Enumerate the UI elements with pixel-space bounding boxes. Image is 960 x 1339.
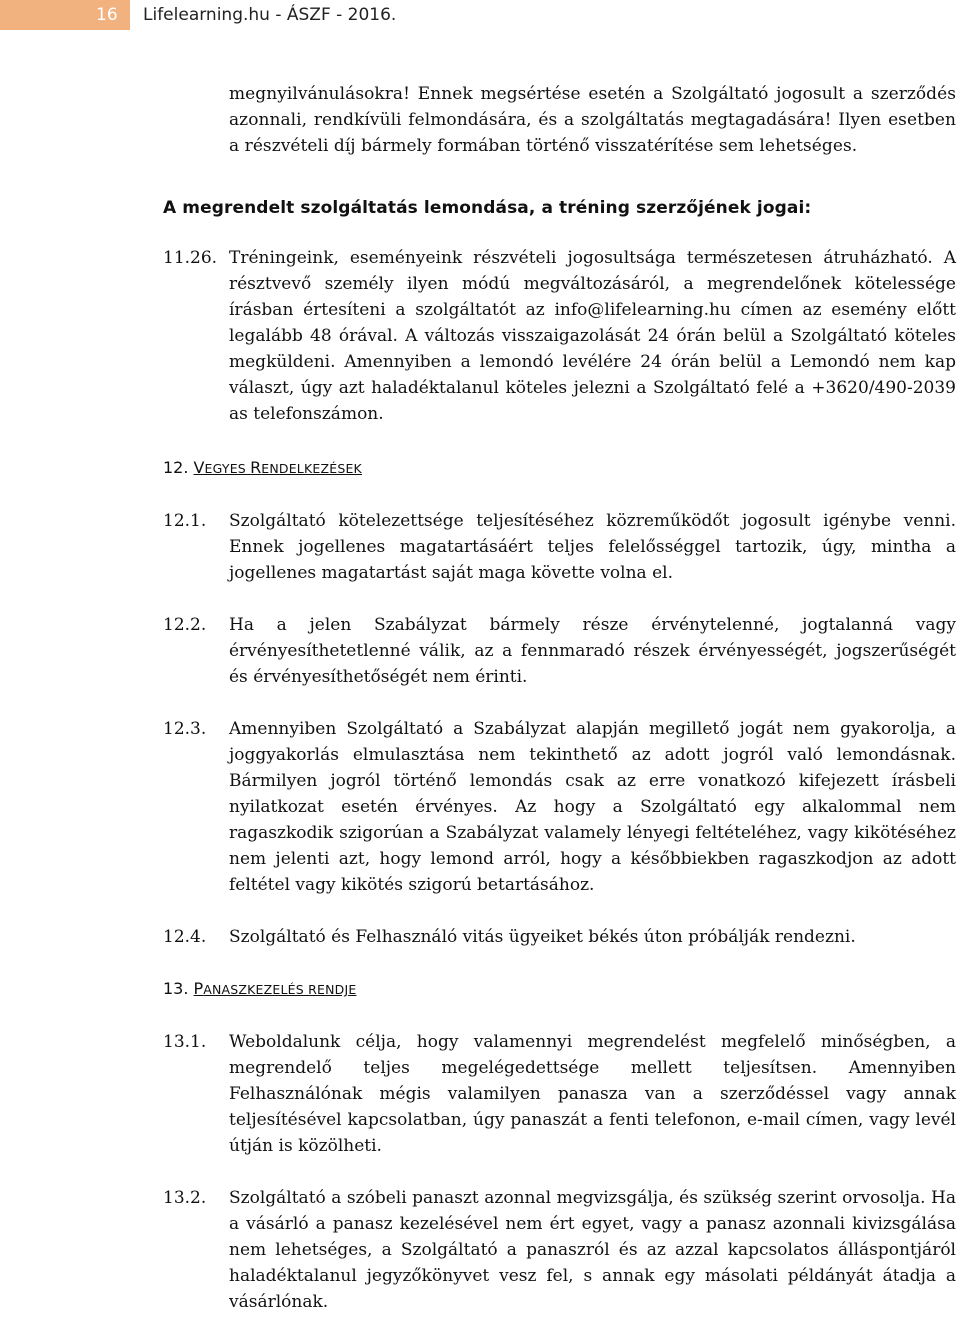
item-12-1	[163, 508, 956, 586]
header-title: Lifelearning.hu - ÁSZF - 2016.	[143, 5, 397, 25]
document-body	[163, 81, 956, 1315]
item-number: 12.4.	[163, 927, 207, 947]
intro-paragraph: megnyilvánulásokra! Ennek megsértése esetén a Szolgáltató jogosult a szerződés azonnali, rendkívüli felmondására, és a szolgáltatás megtagadására! Ilyen esetben a részvételi díj bármely formában történő visszatérítése sem lehetséges.	[229, 84, 956, 156]
item-number: 11.26.	[163, 248, 218, 268]
section-title: PANASZKEZELÉS RENDJE	[193, 979, 357, 998]
cancel-heading: A megrendelt szolgáltatás lemondása, a tréning szerzőjének jogai:	[163, 198, 812, 218]
item-13-2	[163, 1185, 956, 1315]
item-number: 12.3.	[163, 719, 207, 739]
item-number: 13.2.	[163, 1188, 207, 1208]
item-text: Szolgáltató és Felhasználó vitás ügyeiket békés úton próbálják rendezni.	[229, 927, 856, 947]
item-number: 12.2.	[163, 615, 207, 635]
item-text: Szolgáltató kötelezettsége teljesítéséhez közreműködőt jogosult igénybe venni. Ennek jogellenes magatartásáért teljes felelősséggel tartozik, úgy, mintha a jogellenes magatartást saját maga követte volna el.	[229, 511, 956, 583]
section-number: 12.	[163, 458, 189, 477]
item-12-4	[163, 924, 956, 950]
item-11-26	[163, 245, 956, 427]
page-header	[0, 0, 960, 30]
item-12-2	[163, 612, 956, 690]
page-number: 16	[0, 0, 130, 30]
section-number: 13.	[163, 979, 189, 998]
section-13-heading	[163, 976, 956, 1003]
item-text: Tréningeink, eseményeink részvételi jogosultsága természetesen átruházható. A résztvevő személy ilyen módú megváltozásáról, a megrendelőnek kötelessége írásban értesíteni a szolgáltatót az info@lifelearning.hu címen az esemény előtt legalább 48 órával. A változás visszaigazolását 24 órán belül a Szolgáltató köteles megküldeni. Amennyiben a lemondó levélére 24 órán belül a Lemondó nem kap választ, úgy azt haladéktalanul köteles jelezni a Szolgáltató felé a +3620/490-2039 as telefonszámon.	[229, 248, 956, 424]
item-number: 12.1.	[163, 511, 207, 531]
item-text: Szolgáltató a szóbeli panaszt azonnal megvizsgálja, és szükség szerint orvosolja. Ha a vásárló a panasz kezelésével nem ért egyet, vagy a panasz azonnali kivizsgálása nem lehetséges, a Szolgáltató a panaszról és az azzal kapcsolatos álláspontjáról haladéktalanul jegyzőkönyvet vesz fel, s annak egy másolati példányát átadja a vásárlónak.	[229, 1188, 956, 1312]
item-12-3	[163, 716, 956, 898]
section-title: VEGYES RENDELKEZÉSEK	[193, 458, 362, 477]
item-13-1	[163, 1029, 956, 1159]
item-number: 13.1.	[163, 1032, 207, 1052]
item-text: Ha a jelen Szabályzat bármely része érvénytelenné, jogtalanná vagy érvényesíthetetlenné válik, az a fennmaradó részek érvényességét, jogszerűségét és érvényesíthetőségét nem érinti.	[229, 615, 956, 687]
item-text: Amennyiben Szolgáltató a Szabályzat alapján megillető jogát nem gyakorolja, a joggyakorlás elmulasztása nem tekinthető az adott jogról való lemondásnak. Bármilyen jogról történő lemondás csak az erre vonatkozó kifejezett írásbeli nyilatkozat esetén érvényes. Az hogy a Szolgáltató egy alkalommal nem ragaszkodik szigorúan a Szabályzat valamely lényegi feltételéhez, vagy kikötéséhez nem jelenti azt, hogy lemond arról, hogy a későbbiekben ragaszkodjon az adott feltétel vagy kikötés szigorú betartásához.	[229, 719, 956, 895]
item-text: Weboldalunk célja, hogy valamennyi megrendelést megfelelő minőségben, a megrendelő teljes megelégedettsége mellett teljesítsen. Amennyiben Felhasználónak mégis valamilyen panasza van a szerződéssel vagy annak teljesítésével kapcsolatban, úgy panaszát a fenti telefonon, e-mail címen, vagy levél útján is közölheti.	[229, 1032, 956, 1156]
section-12-heading	[163, 455, 956, 482]
